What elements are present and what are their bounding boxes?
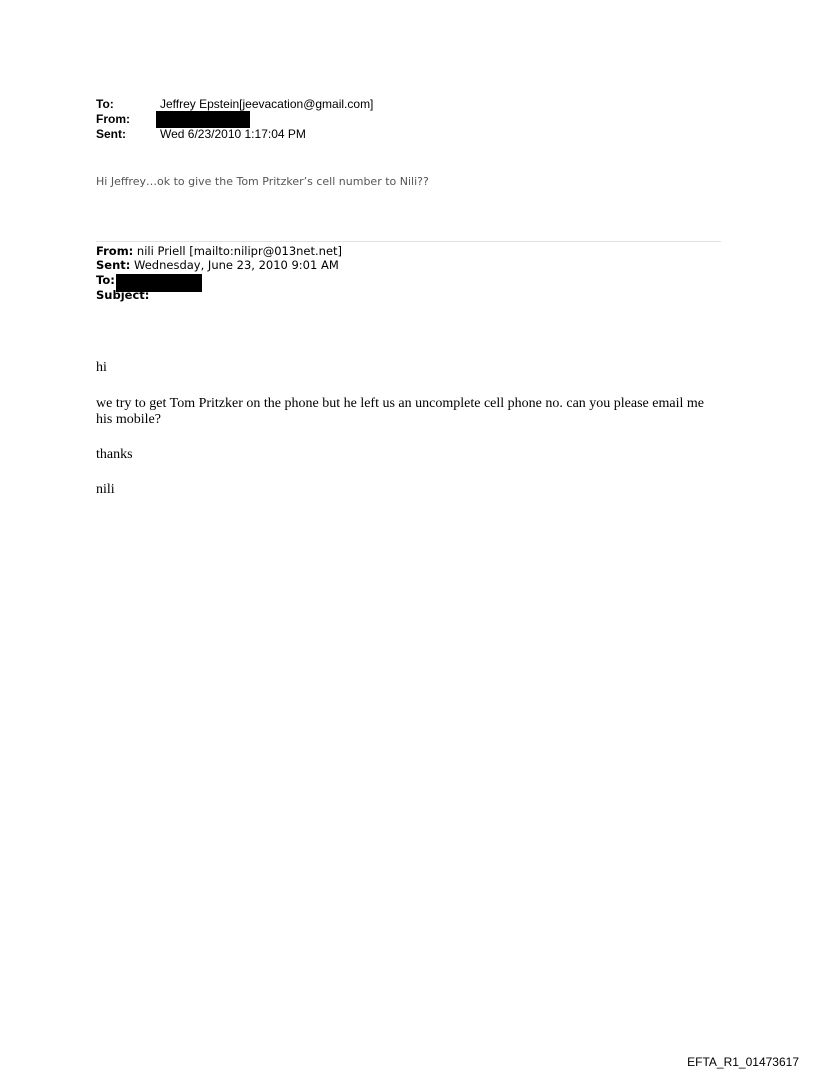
forwarded-sent-value: Wednesday, June 23, 2010 9:01 AM: [130, 258, 339, 272]
forwarded-subject-label: Subject:: [96, 288, 150, 302]
forwarded-sent-row: [96, 259, 339, 272]
body-closing: thanks: [96, 447, 133, 462]
header-from-label: From:: [96, 112, 130, 126]
body-paragraph: we try to get Tom Pritzker on the phone but he left us an uncomplete cell phone no. can you please email me his mobile?: [96, 396, 704, 427]
forwarded-subject-row: [96, 289, 149, 302]
forwarded-to-row: [96, 274, 115, 287]
message-divider: [96, 241, 721, 242]
forwarded-from-value: nili Priell [mailto:nilipr@013net.net]: [133, 244, 343, 258]
header-to-label: To:: [96, 97, 114, 111]
redaction-box: [156, 111, 250, 128]
footer-document-id: EFTA_R1_01473617: [687, 1055, 799, 1069]
forwarded-from-label: From:: [96, 244, 134, 258]
forwarded-from-row: [96, 245, 342, 258]
forwarded-sent-label: Sent:: [96, 258, 131, 272]
body-signature: nili: [96, 482, 115, 497]
note-text: Hi Jeffrey…ok to give the Tom Pritzker’s cell number to Nili??: [96, 175, 429, 188]
header-sent-value: Wed 6/23/2010 1:17:04 PM: [160, 127, 306, 141]
body-greeting: hi: [96, 360, 107, 375]
header-to-value: Jeffrey Epstein[jeevacation@gmail.com]: [160, 97, 374, 111]
forwarded-to-label: To:: [96, 273, 115, 287]
header-sent-label: Sent:: [96, 127, 126, 141]
